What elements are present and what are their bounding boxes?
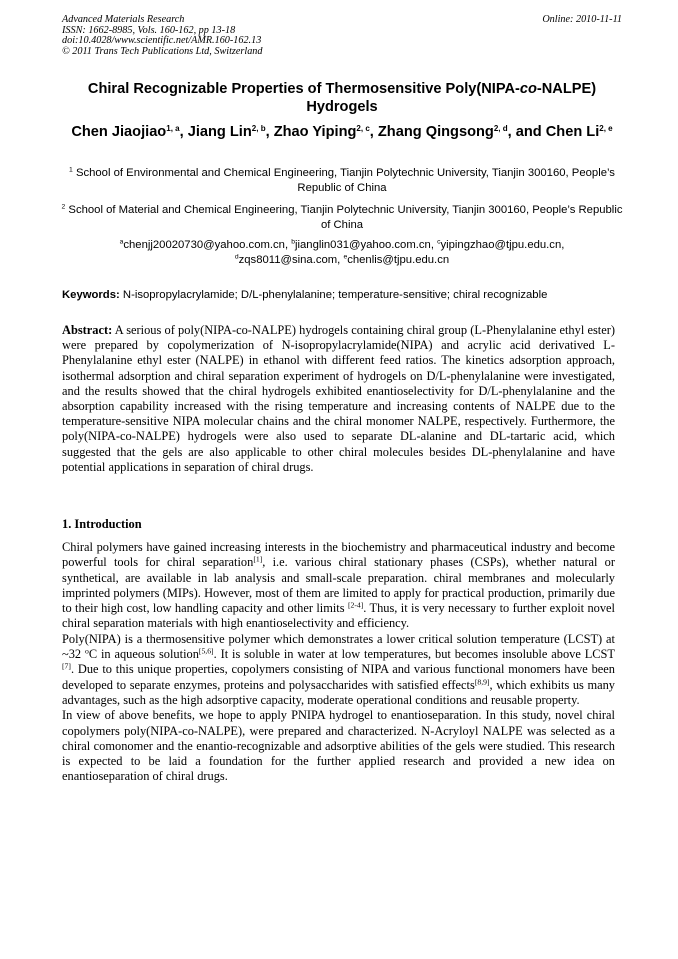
- citation-superscript: [1]: [253, 554, 263, 564]
- paragraph-text: . Due to this unique properties, copolymers consisting of NIPA and various functional monomers have been developed to separate enzymes, proteins and polysaccharides with satisfied effects: [62, 662, 615, 692]
- paper-title: [52, 80, 632, 116]
- doi-line: doi:10.4028/www.scientific.net/AMR.160-162.13: [62, 35, 262, 47]
- author: Zhao Yiping$^{2, c}$,: [273, 123, 378, 140]
- abstract-text: A serious of poly(NIPA-co-NALPE) hydrogels containing chiral group (L-Phenylalanine ethyl ester) were prepared by copolymerization of N-isopropylacrylamide(NIPA) and acrylic acid derivatived L-Phenylalanine ethyl ester (NALPE) in ethanol with different feed ratios. The kinetics adsorption approach, isothermal adsorption and chiral separation experiment of hydrogels on D/L-phenylalanine were investigated, and the results showed that the chiral hydrogels exhibited enantioselectivity for D/L-phenylalanine and the absorption capability increased with the rising temperature and increasing contents of NALPE due to the temperature-sensitive NIPA molecular chains and the chiral monomer NALPE, respectively. Furthermore, the poly(NIPA-co-NALPE) hydrogels were also used to separate DL-alanine and DL-tartaric acid, which suggested that the gels are also applicable to other chiral molecules besides DL-phenylalanine and have potential applications in separation of chiral drugs.: [62, 323, 615, 474]
- issn-line: ISSN: 1662-8985, Vols. 160-162, pp 13-18: [62, 24, 236, 36]
- abstract: [62, 323, 615, 475]
- affiliation-1: [58, 166, 626, 196]
- paragraph-2: [62, 632, 615, 708]
- email[interactable]: $^a$chenjj20020730@yahoo.com.cn,: [119, 238, 292, 251]
- title-italic: co: [519, 81, 537, 97]
- author: Chen Li$^{2, e}$: [545, 123, 613, 140]
- citation-superscript: [8,9]: [474, 677, 490, 687]
- copyright-line: © 2011 Trans Tech Publications Ltd, Switzerland: [62, 45, 263, 57]
- affiliation-2: [58, 203, 626, 233]
- affiliation-text: School of Material and Chemical Engineering, Tianjin Polytechnic University, Tianjin 300160, People’s Republic of China: [68, 204, 623, 231]
- email[interactable]: $^b$jianglin031@yahoo.com.cn,: [291, 238, 438, 251]
- section-heading-introduction: 1. Introduction: [62, 517, 142, 531]
- author: Chen Jiaojiao$^{1, a}$,: [71, 123, 188, 140]
- citation-superscript: [7]: [62, 661, 71, 671]
- email[interactable]: $^c$yipingzhao@tjpu.edu.cn,: [437, 238, 565, 251]
- keywords-text: N-isopropylacrylamide; D/L-phenylalanine; temperature-sensitive; chiral recognizable: [119, 289, 548, 301]
- paragraph-text: Poly(NIPA) is a thermosensitive polymer which demonstrates a lower critical solution temperature (LCST) at ~32: [62, 631, 615, 662]
- paragraph-text: , i.e. various chiral stationary phases (CSPs), whether natural or synthetical, are available in lab analysis and small-scale preparation. chiral membranes and molecularly imprinted polymers (MIPs). However, most of them are limited to apply for practical production, primarily due to their high cost, low handling capacity and other limits: [62, 555, 615, 616]
- author: Jiang Lin$^{2, b}$,: [187, 123, 274, 140]
- author: Zhang Qingsong$^{2, d}$, and: [377, 123, 546, 140]
- citation-superscript: [2-4]: [347, 600, 364, 610]
- affiliation-text: School of Environmental and Chemical Engineering, Tianjin Polytechnic University, Tianjin 300160, People’s Republic of China: [75, 167, 615, 194]
- journal-metadata: [62, 15, 622, 57]
- paragraph-text: Chiral polymers have gained increasing interests in the biochemistry and pharmaceutical industry and become powerful tools for chiral separation: [62, 540, 615, 570]
- author-list: [52, 123, 632, 142]
- paragraph-text: C in aqueous solution: [88, 647, 199, 662]
- citation-superscript: [5,6]: [198, 646, 214, 656]
- online-date: Online: 2010-11-11: [542, 14, 622, 25]
- introduction-body: [62, 540, 615, 785]
- citation-superscript: o: [84, 646, 89, 656]
- paragraph-text: . It is soluble in water at low temperatures, but becomes insoluble above LCST: [213, 647, 616, 662]
- paragraph-text: , which exhibits us many advantages, such as the high adsorptive capacity, moderate operational conditions and reusable property.: [62, 677, 615, 707]
- keywords: [62, 288, 622, 303]
- author-emails: [58, 238, 626, 268]
- affiliation-number: 1: [69, 166, 73, 174]
- title-part-2: -NALPE) Hydrogels: [306, 81, 597, 115]
- paragraph-1: [62, 540, 615, 632]
- journal-name: Advanced Materials Research: [62, 14, 185, 25]
- email[interactable]: $^d$zqs8011@sina.com,: [234, 253, 344, 266]
- email[interactable]: $^e$chenlis@tjpu.edu.cn: [343, 253, 450, 266]
- title-part-1: Chiral Recognizable Properties of Thermosensitive Poly(NIPA-: [87, 81, 520, 97]
- keywords-label: Keywords:: [62, 289, 120, 301]
- abstract-label: Abstract:: [62, 323, 113, 337]
- affiliation-number: 2: [61, 203, 66, 211]
- paragraph-3: [62, 708, 615, 784]
- paragraph-text: In view of above benefits, we hope to apply PNIPA hydrogel to enantioseparation. In this study, novel chiral copolymers poly(NIPA-co-NALPE), were prepared and characterized. N-Acryloyl NALPE was selected as a chiral comonomer and the enantio-recognizable and adsorptive abilities of the gels were studied. This research is expected to be laid a foundation for the further applied research and provided a new idea on enantioseparation of chiral drugs.: [62, 708, 615, 784]
- paragraph-text: . Thus, it is very necessary to further exploit novel chiral separation materials with high enantioselectivity and efficiency.: [62, 601, 615, 631]
